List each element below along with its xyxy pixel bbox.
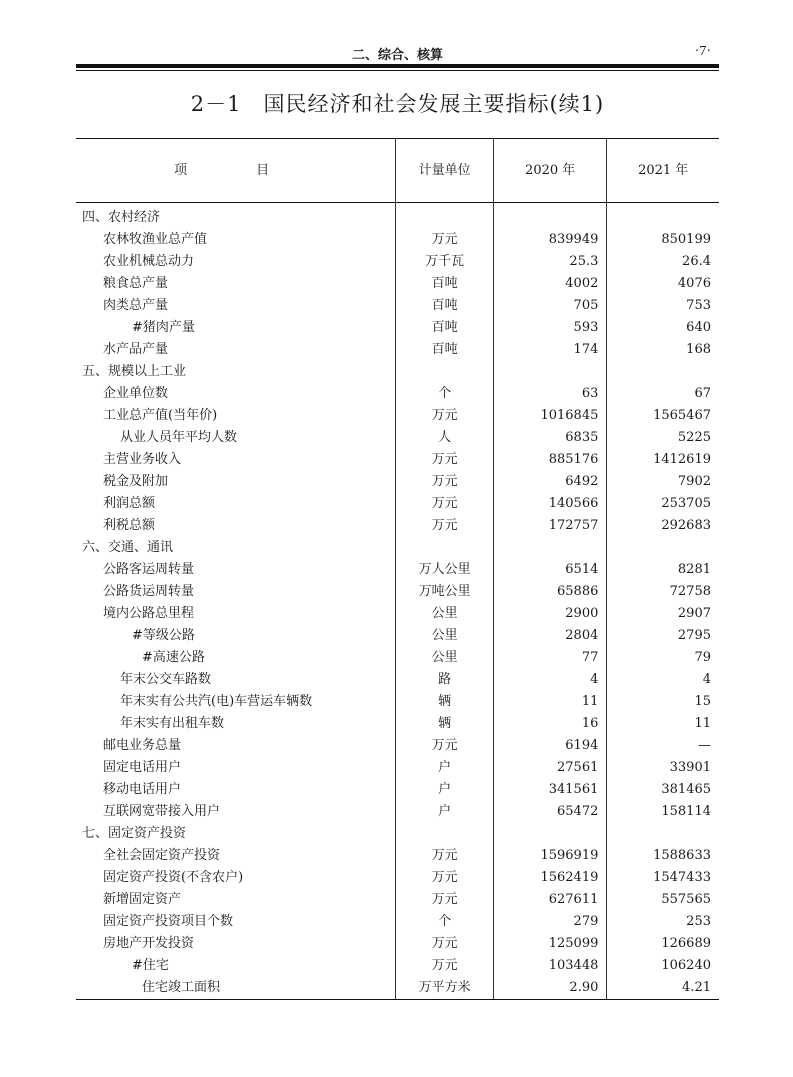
column-header-2021: 2021 年 xyxy=(607,139,719,203)
row-value-2021 xyxy=(607,203,719,230)
row-unit: 万元 xyxy=(396,867,494,889)
table-row xyxy=(76,955,719,977)
row-item-name: 年末公交车路数 xyxy=(120,672,212,687)
table-row xyxy=(76,295,719,317)
section-row xyxy=(76,203,719,230)
row-value-2021: 4 xyxy=(607,669,719,691)
row-value-2021: 1412619 xyxy=(607,449,719,471)
row-item-name: 六、交通、通讯 xyxy=(82,540,174,555)
row-value-2021: 33901 xyxy=(607,757,719,779)
row-value-2020: 140566 xyxy=(493,493,606,515)
row-item-name: 七、固定资产投资 xyxy=(82,826,187,841)
section-row xyxy=(76,361,719,383)
row-item-name: 水产品产量 xyxy=(103,342,169,357)
row-unit: 百吨 xyxy=(396,273,494,295)
row-value-2021: 557565 xyxy=(607,889,719,911)
row-value-2021: 253 xyxy=(607,911,719,933)
table-row xyxy=(76,779,719,801)
row-unit: 户 xyxy=(396,779,494,801)
row-unit: 百吨 xyxy=(396,339,494,361)
row-unit: 百吨 xyxy=(396,295,494,317)
row-value-2021: 26.4 xyxy=(607,251,719,273)
row-value-2021: 72758 xyxy=(607,581,719,603)
row-item-name: 工业总产值(当年价) xyxy=(103,408,218,423)
row-value-2020: 77 xyxy=(493,647,606,669)
row-unit: 辆 xyxy=(396,713,494,735)
row-unit: 万元 xyxy=(396,449,494,471)
row-unit: 万千瓦 xyxy=(396,251,494,273)
section-row xyxy=(76,823,719,845)
row-value-2020: 705 xyxy=(493,295,606,317)
row-item-name: 利税总额 xyxy=(103,518,156,533)
table-row xyxy=(76,691,719,713)
table-row xyxy=(76,977,719,1000)
row-value-2021: 253705 xyxy=(607,493,719,515)
row-value-2021: 67 xyxy=(607,383,719,405)
row-unit: 公里 xyxy=(396,603,494,625)
row-unit: 户 xyxy=(396,757,494,779)
row-value-2020: 125099 xyxy=(493,933,606,955)
row-value-2021 xyxy=(607,823,719,845)
row-item-name: 住宅竣工面积 xyxy=(76,977,396,1000)
table-row xyxy=(76,713,719,735)
row-item-name: 年末实有出租车数 xyxy=(120,716,225,731)
row-value-2021: 850199 xyxy=(607,229,719,251)
row-value-2020: 279 xyxy=(493,911,606,933)
row-value-2021: 1565467 xyxy=(607,405,719,427)
row-value-2021: 126689 xyxy=(607,933,719,955)
table-row xyxy=(76,229,719,251)
row-item-name: 全社会固定资产投资 xyxy=(103,848,221,863)
row-unit: 万人公里 xyxy=(396,559,494,581)
row-value-2020: 4002 xyxy=(493,273,606,295)
row-value-2020: 2.90 xyxy=(493,977,606,1000)
table-row xyxy=(76,559,719,581)
row-unit xyxy=(396,203,494,230)
row-unit: 辆 xyxy=(396,691,494,713)
row-item-name: #猪肉产量 xyxy=(132,320,195,335)
row-value-2020: 1596919 xyxy=(493,845,606,867)
table-row xyxy=(76,515,719,537)
row-item-name: 邮电业务总量 xyxy=(103,738,182,753)
row-item-name: 主营业务收入 xyxy=(103,452,182,467)
table-row xyxy=(76,471,719,493)
row-value-2020 xyxy=(493,537,606,559)
row-value-2020: 6194 xyxy=(493,735,606,757)
row-value-2020: 885176 xyxy=(493,449,606,471)
row-item-name: 房地产开发投资 xyxy=(103,936,195,951)
row-item-name: #住宅 xyxy=(132,958,169,973)
table-row xyxy=(76,911,719,933)
row-unit xyxy=(396,823,494,845)
row-unit: 万元 xyxy=(396,889,494,911)
table-row xyxy=(76,405,719,427)
row-value-2020: 6514 xyxy=(493,559,606,581)
row-item-name: 固定电话用户 xyxy=(103,760,182,775)
table-row xyxy=(76,273,719,295)
row-value-2020: 172757 xyxy=(493,515,606,537)
row-unit: 万吨公里 xyxy=(396,581,494,603)
row-value-2020: 65472 xyxy=(493,801,606,823)
row-value-2021: 4.21 xyxy=(607,977,719,1000)
table-row xyxy=(76,757,719,779)
row-unit: 公里 xyxy=(396,647,494,669)
row-unit: 万元 xyxy=(396,229,494,251)
row-unit: 公里 xyxy=(396,625,494,647)
row-item-name: 年末实有公共汽(电)车营运车辆数 xyxy=(120,694,313,709)
row-unit: 万元 xyxy=(396,405,494,427)
row-value-2021: 7902 xyxy=(607,471,719,493)
row-value-2020: 103448 xyxy=(493,955,606,977)
row-value-2020: 25.3 xyxy=(493,251,606,273)
row-item-name: 农业机械总动力 xyxy=(103,254,195,269)
row-unit xyxy=(396,537,494,559)
table-row xyxy=(76,449,719,471)
row-value-2021: 1588633 xyxy=(607,845,719,867)
row-unit: 户 xyxy=(396,801,494,823)
table-row xyxy=(76,801,719,823)
row-value-2021: 106240 xyxy=(607,955,719,977)
row-unit: 万元 xyxy=(396,493,494,515)
row-value-2020: 65886 xyxy=(493,581,606,603)
row-item-name: #高速公路 xyxy=(142,650,205,665)
row-unit: 个 xyxy=(396,911,494,933)
row-item-name: 利润总额 xyxy=(103,496,156,511)
row-value-2021: 381465 xyxy=(607,779,719,801)
row-value-2021: 2907 xyxy=(607,603,719,625)
row-item-name: 互联网宽带接入用户 xyxy=(103,804,221,819)
row-value-2020: 16 xyxy=(493,713,606,735)
table-row xyxy=(76,581,719,603)
row-value-2020 xyxy=(493,823,606,845)
table-row xyxy=(76,735,719,757)
row-value-2021: 11 xyxy=(607,713,719,735)
row-value-2021: 292683 xyxy=(607,515,719,537)
row-value-2020: 174 xyxy=(493,339,606,361)
row-value-2021: 753 xyxy=(607,295,719,317)
table-row xyxy=(76,339,719,361)
header-rule-thin xyxy=(76,70,719,71)
row-item-name: 四、农村经济 xyxy=(82,210,161,225)
row-value-2021: 158114 xyxy=(607,801,719,823)
row-value-2020: 1562419 xyxy=(493,867,606,889)
row-item-name: 五、规模以上工业 xyxy=(82,364,187,379)
row-unit: 万平方米 xyxy=(396,977,494,1000)
table-row xyxy=(76,867,719,889)
table-row xyxy=(76,251,719,273)
row-value-2020: 6835 xyxy=(493,427,606,449)
row-value-2020 xyxy=(493,203,606,230)
table-row xyxy=(76,383,719,405)
row-value-2021: 4076 xyxy=(607,273,719,295)
table-row xyxy=(76,669,719,691)
row-unit: 路 xyxy=(396,669,494,691)
row-value-2021 xyxy=(607,537,719,559)
table-header-row xyxy=(76,139,719,203)
row-value-2021 xyxy=(607,361,719,383)
table-row xyxy=(76,317,719,339)
table-row xyxy=(76,625,719,647)
row-value-2020: 1016845 xyxy=(493,405,606,427)
header-rule-thick xyxy=(76,64,719,68)
row-value-2021: 15 xyxy=(607,691,719,713)
row-unit: 万元 xyxy=(396,933,494,955)
row-value-2021: 5225 xyxy=(607,427,719,449)
table-row xyxy=(76,427,719,449)
running-header xyxy=(76,44,719,62)
row-item-name: 粮食总产量 xyxy=(103,276,169,291)
row-unit: 人 xyxy=(396,427,494,449)
table-row xyxy=(76,889,719,911)
section-row xyxy=(76,537,719,559)
row-value-2020: 2804 xyxy=(493,625,606,647)
row-item-name: 农林牧渔业总产值 xyxy=(103,232,208,247)
row-unit: 万元 xyxy=(396,955,494,977)
page-number: ·7· xyxy=(694,44,711,59)
row-value-2021: 1547433 xyxy=(607,867,719,889)
table-row xyxy=(76,647,719,669)
row-item-name: 固定资产投资(不含农户) xyxy=(103,870,244,885)
row-unit: 个 xyxy=(396,383,494,405)
column-header-2020: 2020 年 xyxy=(493,139,606,203)
row-unit xyxy=(396,361,494,383)
row-value-2021: 8281 xyxy=(607,559,719,581)
row-value-2020: 63 xyxy=(493,383,606,405)
row-value-2020: 4 xyxy=(493,669,606,691)
row-item-name: 肉类总产量 xyxy=(103,298,169,313)
row-value-2020: 11 xyxy=(493,691,606,713)
row-value-2021: 640 xyxy=(607,317,719,339)
table-row xyxy=(76,493,719,515)
row-item-name: #等级公路 xyxy=(132,628,195,643)
indicator-table xyxy=(76,138,719,1000)
row-item-name: 固定资产投资项目个数 xyxy=(103,914,234,929)
row-unit: 百吨 xyxy=(396,317,494,339)
row-unit: 万元 xyxy=(396,471,494,493)
row-value-2020: 27561 xyxy=(493,757,606,779)
row-value-2021: 168 xyxy=(607,339,719,361)
row-value-2020: 593 xyxy=(493,317,606,339)
table-title: 2－1 国民经济和社会发展主要指标(续1) xyxy=(190,92,605,116)
row-item-name: 新增固定资产 xyxy=(103,892,182,907)
section-title: 二、综合、核算 xyxy=(351,48,443,63)
row-value-2020 xyxy=(493,361,606,383)
row-item-name: 境内公路总里程 xyxy=(103,606,195,621)
row-item-name: 公路客运周转量 xyxy=(103,562,195,577)
row-value-2020: 2900 xyxy=(493,603,606,625)
row-item-name: 税金及附加 xyxy=(103,474,169,489)
row-unit: 万元 xyxy=(396,845,494,867)
column-header-item: 项 目 xyxy=(76,139,396,203)
row-item-name: 从业人员年平均人数 xyxy=(120,430,238,445)
row-item-name: 企业单位数 xyxy=(103,386,169,401)
row-value-2021: 79 xyxy=(607,647,719,669)
row-value-2021: 2795 xyxy=(607,625,719,647)
column-header-unit: 计量单位 xyxy=(396,139,494,203)
row-unit: 万元 xyxy=(396,735,494,757)
row-value-2020: 839949 xyxy=(493,229,606,251)
row-value-2020: 341561 xyxy=(493,779,606,801)
table-row xyxy=(76,933,719,955)
table-row xyxy=(76,845,719,867)
row-unit: 万元 xyxy=(396,515,494,537)
table-row xyxy=(76,603,719,625)
row-item-name: 公路货运周转量 xyxy=(103,584,195,599)
row-value-2020: 6492 xyxy=(493,471,606,493)
row-value-2020: 627611 xyxy=(493,889,606,911)
row-value-2021: — xyxy=(607,735,719,757)
row-item-name: 移动电话用户 xyxy=(103,782,182,797)
